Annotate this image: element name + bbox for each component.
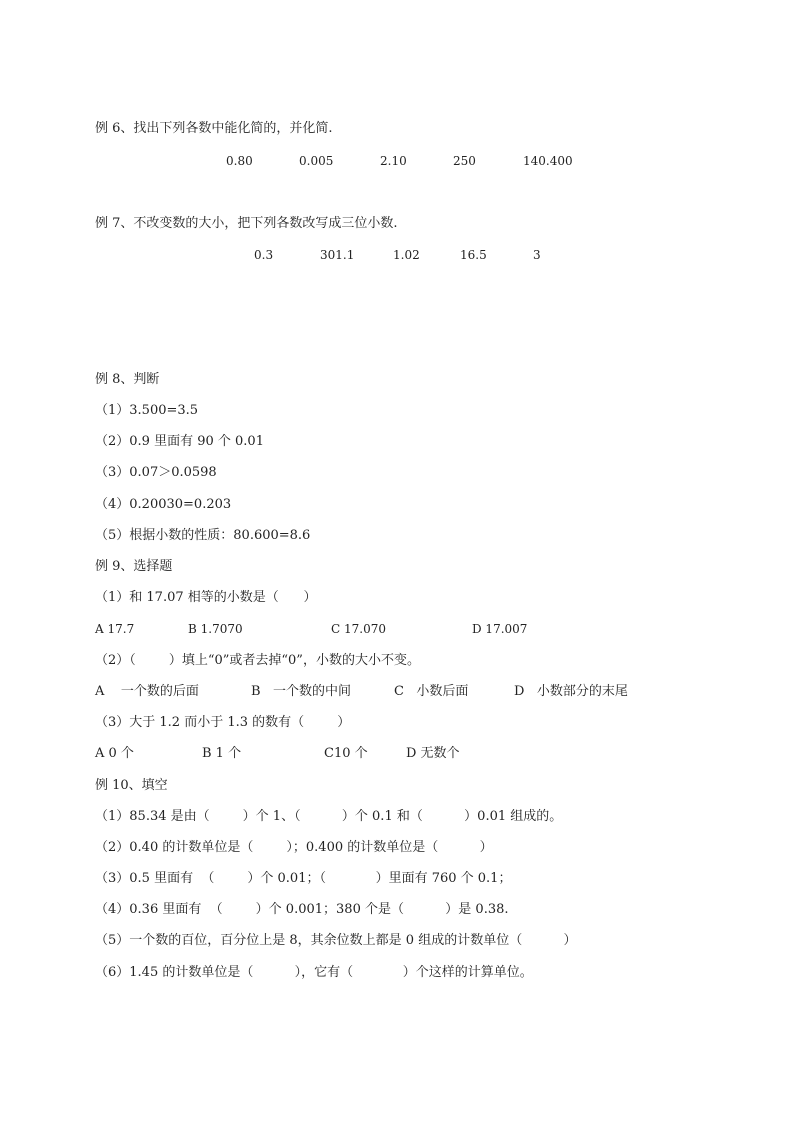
ex9-q3-option: D 无数个 [406, 746, 460, 761]
ex8-item: （4）0.20030=0.203 [95, 497, 232, 512]
ex6-number: 2.10 [380, 154, 407, 168]
ex10-item: （2）0.40 的计数单位是（ ）；0.400 的计数单位是（ ） [95, 840, 493, 855]
ex10-item: （6）1.45 的计数单位是（ ），它有（ ）个这样的计算单位。 [95, 965, 533, 980]
ex10-item: （3）0.5 里面有 （ ）个 0.01；（ ）里面有 760 个 0.1； [95, 871, 512, 886]
ex9-q3-option: A 0 个 [95, 746, 134, 761]
ex9-q1-option: C 17.070 [331, 622, 386, 636]
ex7-number: 16.5 [460, 248, 487, 262]
ex10-item: （5）一个数的百位，百分位上是 8，其余位数上都是 0 组成的计数单位（ ） [95, 933, 577, 948]
ex9-q1-option: D 17.007 [472, 622, 528, 636]
ex9-q3-option: C10 个 [324, 746, 368, 761]
example-10-title: 例 10、填空 [95, 778, 168, 793]
ex10-item: （4）0.36 里面有 （ ）个 0.001；380 个是（ ）是 0.38. [95, 902, 509, 917]
ex7-number: 1.02 [393, 248, 420, 262]
ex6-number: 0.005 [299, 154, 334, 168]
ex9-q2-option: D 小数部分的末尾 [514, 684, 628, 699]
example-8-title: 例 8、判断 [95, 372, 160, 387]
ex6-number: 140.400 [523, 154, 573, 168]
ex7-number: 301.1 [320, 248, 355, 262]
ex8-item: （2）0.9 里面有 90 个 0.01 [95, 434, 264, 449]
ex9-q1-option: A 17.7 [95, 622, 135, 636]
ex7-number: 0.3 [254, 248, 274, 262]
ex8-item: （5）根据小数的性质：80.600=8.6 [95, 528, 311, 543]
ex8-item: （1）3.500=3.5 [95, 403, 199, 418]
ex6-number: 0.80 [226, 154, 253, 168]
example-6-title: 例 6、找出下列各数中能化简的，并化简. [95, 121, 333, 136]
ex9-q3-option: B 1 个 [202, 746, 242, 761]
ex9-q2-option: A 一个数的后面 [95, 684, 199, 699]
ex9-q1-option: B 1.7070 [188, 622, 243, 636]
example-7-title: 例 7、不改变数的大小，把下列各数改写成三位小数. [95, 216, 398, 231]
ex6-number: 250 [453, 154, 476, 168]
ex8-item: （3）0.07＞0.0598 [95, 465, 217, 480]
ex9-question-1: （1）和 17.07 相等的小数是（ ） [95, 590, 317, 605]
ex7-number: 3 [533, 248, 541, 262]
ex9-q2-option: C 小数后面 [394, 684, 469, 699]
example-9-title: 例 9、选择题 [95, 559, 173, 574]
ex10-item: （1）85.34 是由（ ）个 1、（ ）个 0.1 和（ ）0.01 组成的。 [95, 809, 563, 824]
ex9-question-2: （2）（ ）填上“0”或者去掉“0”，小数的大小不变。 [95, 653, 420, 668]
ex9-question-3: （3）大于 1.2 而小于 1.3 的数有（ ） [95, 715, 351, 730]
ex9-q2-option: B 一个数的中间 [251, 684, 351, 699]
